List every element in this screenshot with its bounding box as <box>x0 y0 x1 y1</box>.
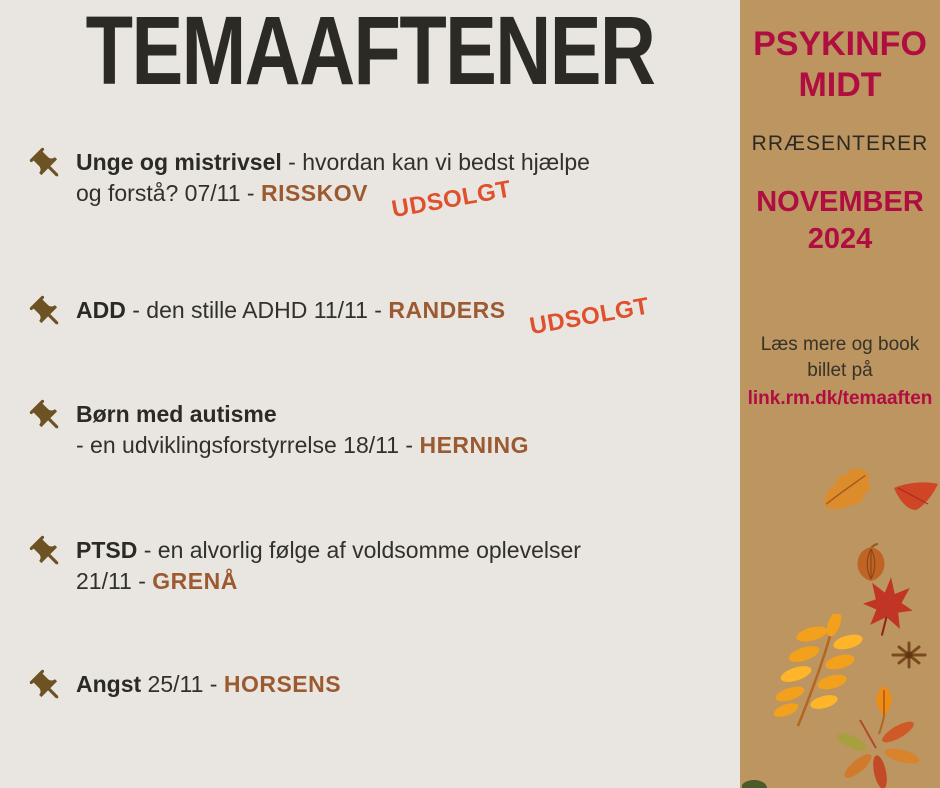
star-anise-icon <box>890 640 928 670</box>
event-location: RANDERS <box>388 297 506 323</box>
event-location: GRENÅ <box>152 568 238 594</box>
event-item <box>28 294 728 357</box>
pushpin-icon <box>28 294 66 332</box>
cta-line2: billet på <box>807 360 873 381</box>
event-title: Unge og mistrivsel <box>76 149 282 175</box>
event-item <box>28 146 728 224</box>
maple-leaf-icon <box>860 574 914 638</box>
month-year: 2024 <box>807 223 873 255</box>
event-item <box>28 398 728 461</box>
pushpin-icon <box>28 668 66 706</box>
event-text <box>76 146 612 224</box>
brand-line2: MIDT <box>798 66 882 104</box>
soldout-badge: UDSOLGT <box>389 175 514 224</box>
event-line2 <box>76 700 363 731</box>
event-line2 <box>76 430 551 461</box>
pushpin-icon <box>28 398 66 436</box>
event-title: PTSD <box>76 537 138 563</box>
event-text <box>76 534 603 597</box>
event-line1 <box>76 292 651 341</box>
month-name: NOVEMBER <box>756 186 924 218</box>
event-description: - den stille ADHD 11/11 - <box>125 297 389 323</box>
event-item <box>28 534 728 597</box>
event-description: 21/11 - <box>76 568 153 594</box>
pushpin-icon <box>28 534 66 572</box>
rowan-leaf-icon <box>768 614 864 734</box>
event-line1 <box>76 535 603 566</box>
pushpin-icon <box>28 146 66 184</box>
corner-leaf-icon <box>742 774 770 788</box>
event-title: ADD <box>76 297 126 323</box>
cta-text <box>740 332 940 384</box>
brand-line1: PSYKINFO <box>753 25 927 63</box>
event-line1 <box>76 399 551 430</box>
brand-name <box>740 24 940 106</box>
presents-label: RRÆSENTERER <box>751 132 929 155</box>
event-text <box>76 398 551 461</box>
event-line2 <box>76 175 612 224</box>
small-orange-leaf-icon <box>870 684 898 736</box>
event-description: - hvordan kan vi bedst hjælpe <box>281 149 590 175</box>
event-line1 <box>76 147 612 178</box>
sidebar <box>740 0 940 788</box>
event-description: 25/11 - <box>141 671 224 697</box>
event-location: HERNING <box>419 432 530 458</box>
event-description: - en alvorlig følge af voldsomme oplevelser <box>137 537 581 563</box>
cta-line1: Læs mere og book <box>760 334 920 355</box>
event-line2 <box>76 566 603 597</box>
event-item <box>28 668 728 731</box>
event-text <box>76 668 363 731</box>
event-location: RISSKOV <box>260 180 368 206</box>
poster-title: TEMAAFTENER <box>85 0 655 105</box>
event-title: Børn med autisme <box>76 401 277 427</box>
soldout-badge: UDSOLGT <box>527 292 651 341</box>
event-line1 <box>76 669 363 700</box>
physalis-icon <box>852 542 890 582</box>
red-leaf-fragment-icon <box>892 480 940 514</box>
booking-link: link.rm.dk/temaaften <box>747 388 933 409</box>
event-description: og forstå? 07/11 - <box>76 180 261 206</box>
event-location: HORSENS <box>223 671 342 697</box>
event-description: - en udviklingsforstyrrelse 18/11 - <box>76 432 420 458</box>
month-label <box>740 184 940 258</box>
creeper-leaf-icon <box>826 714 926 788</box>
event-title: Angst <box>76 671 142 697</box>
event-text <box>76 292 651 357</box>
oak-leaf-icon <box>818 466 876 518</box>
